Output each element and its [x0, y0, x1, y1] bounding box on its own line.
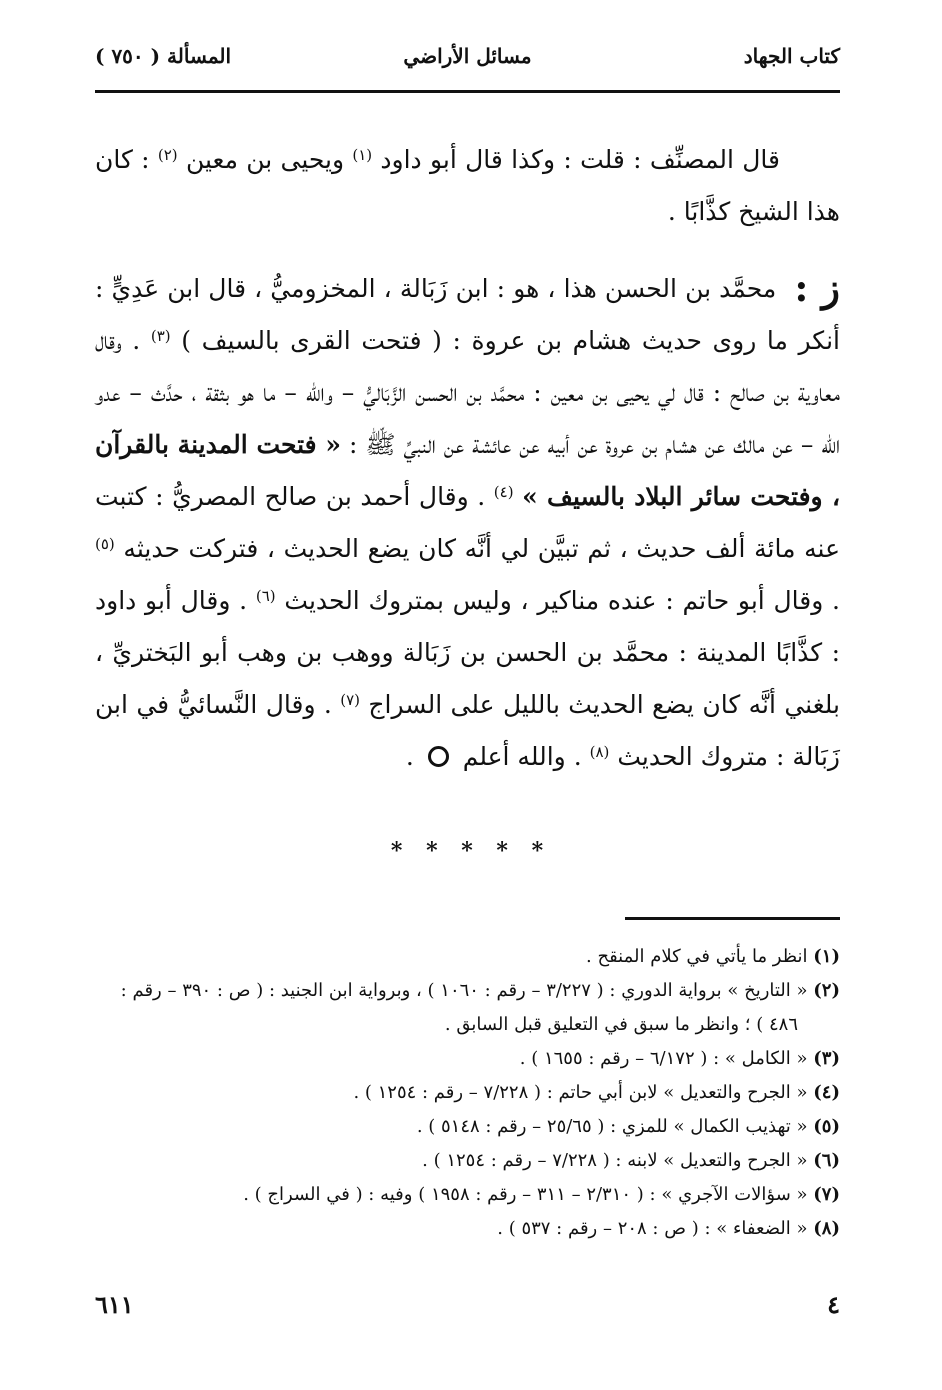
text-segment: . وقال أبو حاتم : عنده مناكير ، وليس بمتروك الحديث: [284, 586, 840, 615]
paragraph-author-note-text: [95, 134, 840, 238]
text-segment: .: [405, 742, 414, 771]
footnote-ref-1[interactable]: (١): [352, 146, 373, 164]
text-segment: قال المصنِّف : قلت : وكذا قال أبو داود: [380, 145, 780, 174]
footnote-number: (٨): [813, 1218, 840, 1239]
footnote-item: [95, 940, 840, 974]
text-segment: . وقال النَّسائيُّ في ابن زَبَالة : متروك الحديث: [95, 690, 840, 771]
paragraph-reviser-note-text: [95, 258, 840, 783]
text-segment: ويحيى بن معين: [185, 145, 345, 174]
text-segment: . وقال معاوية بن صالح : قال لي يحيى بن معين : محمَّد بن الحسن الزَّبَاليُّ – والله – ما هو بثقة ، حدَّث – عدو الله – عن مالك عن هشام بن عروة عن أبيه عن عائشة عن النبيِّ ﷺ :: [95, 326, 841, 459]
paragraph-reviser-note: [95, 258, 840, 783]
reviser-marker: ز :: [794, 265, 840, 310]
footnote-item: [95, 974, 840, 1042]
text-segment: . والله أعلم: [462, 742, 582, 771]
section-separator: * * * * *: [390, 838, 552, 864]
running-header: [95, 40, 840, 80]
footnote-ref-3[interactable]: (٣): [150, 327, 171, 345]
footnotes-list: [95, 940, 840, 1246]
footnote-ref-8[interactable]: (٨): [589, 743, 610, 761]
footnote-item: [95, 1212, 840, 1246]
footnote-number: (٥): [813, 1116, 840, 1137]
footnote-text: « الجرح والتعديل » لابنه : ( ٧/٢٢٨ – رقم : ١٢٥٤ ) .: [422, 1150, 808, 1171]
footnote-ref-4[interactable]: (٤): [493, 483, 514, 501]
footnote-ref-7[interactable]: (٧): [340, 691, 361, 709]
footnote-text: « سؤالات الآجري » : ( ٢/٣١٠ – ٣١١ – رقم : ١٩٥٨ ) وفيه : ( في السراج ) .: [243, 1184, 808, 1205]
footnote-ref-6[interactable]: (٦): [255, 587, 276, 605]
end-circle-icon: [428, 746, 449, 767]
footnote-number: (٦): [813, 1150, 840, 1171]
footnote-number: (١): [813, 946, 840, 967]
footnote-ref-5[interactable]: (٥): [95, 535, 115, 553]
footnote-item: [95, 1076, 840, 1110]
header-rule: [95, 90, 840, 93]
hadith-quote: « فتحت المدينة بالقرآن ، وفتحت سائر البلاد بالسيف »: [95, 430, 841, 511]
footnote-text: « الكامل » : ( ٦/١٧٢ – رقم : ١٦٥٥ ) .: [519, 1048, 808, 1069]
text-segment: محمَّد بن الحسن هذا ، هو : ابن زَبَالة ، المخزوميُّ ، قال ابن عَدِيٍّ : أنكر ما روى حديث هشام بن عروة : ( فتحت القرى بالسيف ): [95, 274, 841, 355]
footnote-text: « الجرح والتعديل » لابن أبي حاتم : ( ٧/٢٢٨ – رقم : ١٢٥٤ ) .: [353, 1082, 808, 1103]
volume-number: ٤: [827, 1290, 840, 1319]
footnote-item: [95, 1178, 840, 1212]
text-segment: : كان هذا الشيخ كذَّابًا .: [95, 145, 840, 226]
footnote-text: « التاريخ » برواية الدوري : ( ٣/٢٢٧ – رقم : ١٠٦٠ ) ، وبرواية ابن الجنيد : ( ص : ٣٩٠ – رقم : ٤٨٦ ) ؛ وانظر ما سبق في التعليق قبل السابق .: [120, 980, 808, 1035]
footnote-text: انظر ما يأتي في كلام المنقح .: [586, 946, 808, 967]
text-segment: . وقال أبو داود : كذَّابًا المدينة : محمَّد بن الحسن بن زَبَالة ووهب بن وهب أبو البَختريِّ ، بلغني أنَّه كان يضع الحديث بالليل على السراج: [95, 586, 840, 719]
header-chapter-title: مسائل الأراضي: [403, 44, 532, 68]
paragraph-author-note: [95, 134, 840, 238]
footnote-item: [95, 1042, 840, 1076]
footnote-number: (٢): [813, 980, 840, 1001]
footnote-ref-2[interactable]: (٢): [157, 146, 178, 164]
page-number: ٦١١: [95, 1290, 134, 1319]
footnote-number: (٤): [813, 1082, 840, 1103]
footnote-text: « تهذيب الكمال » للمزي : ( ٢٥/٦٥ – رقم : ٥١٤٨ ) .: [416, 1116, 808, 1137]
footnote-number: (٣): [813, 1048, 840, 1069]
footnote-text: « الضعفاء » : ( ص : ٢٠٨ – رقم : ٥٣٧ ) .: [497, 1218, 808, 1239]
header-issue-number: المسألة ( ٧٥٠ ): [95, 44, 232, 68]
footnote-number: (٧): [813, 1184, 840, 1205]
header-book-title: كتاب الجهاد: [743, 44, 840, 68]
footnote-item: [95, 1110, 840, 1144]
footnote-item: [95, 1144, 840, 1178]
footnote-rule: [625, 917, 840, 920]
text-segment: . وقال أحمد بن صالح المصريُّ : كتبت عنه مائة ألف حديث ، ثم تبيَّن لي أنَّه كان يضع الحديث ، فتركت حديثه: [95, 482, 840, 563]
